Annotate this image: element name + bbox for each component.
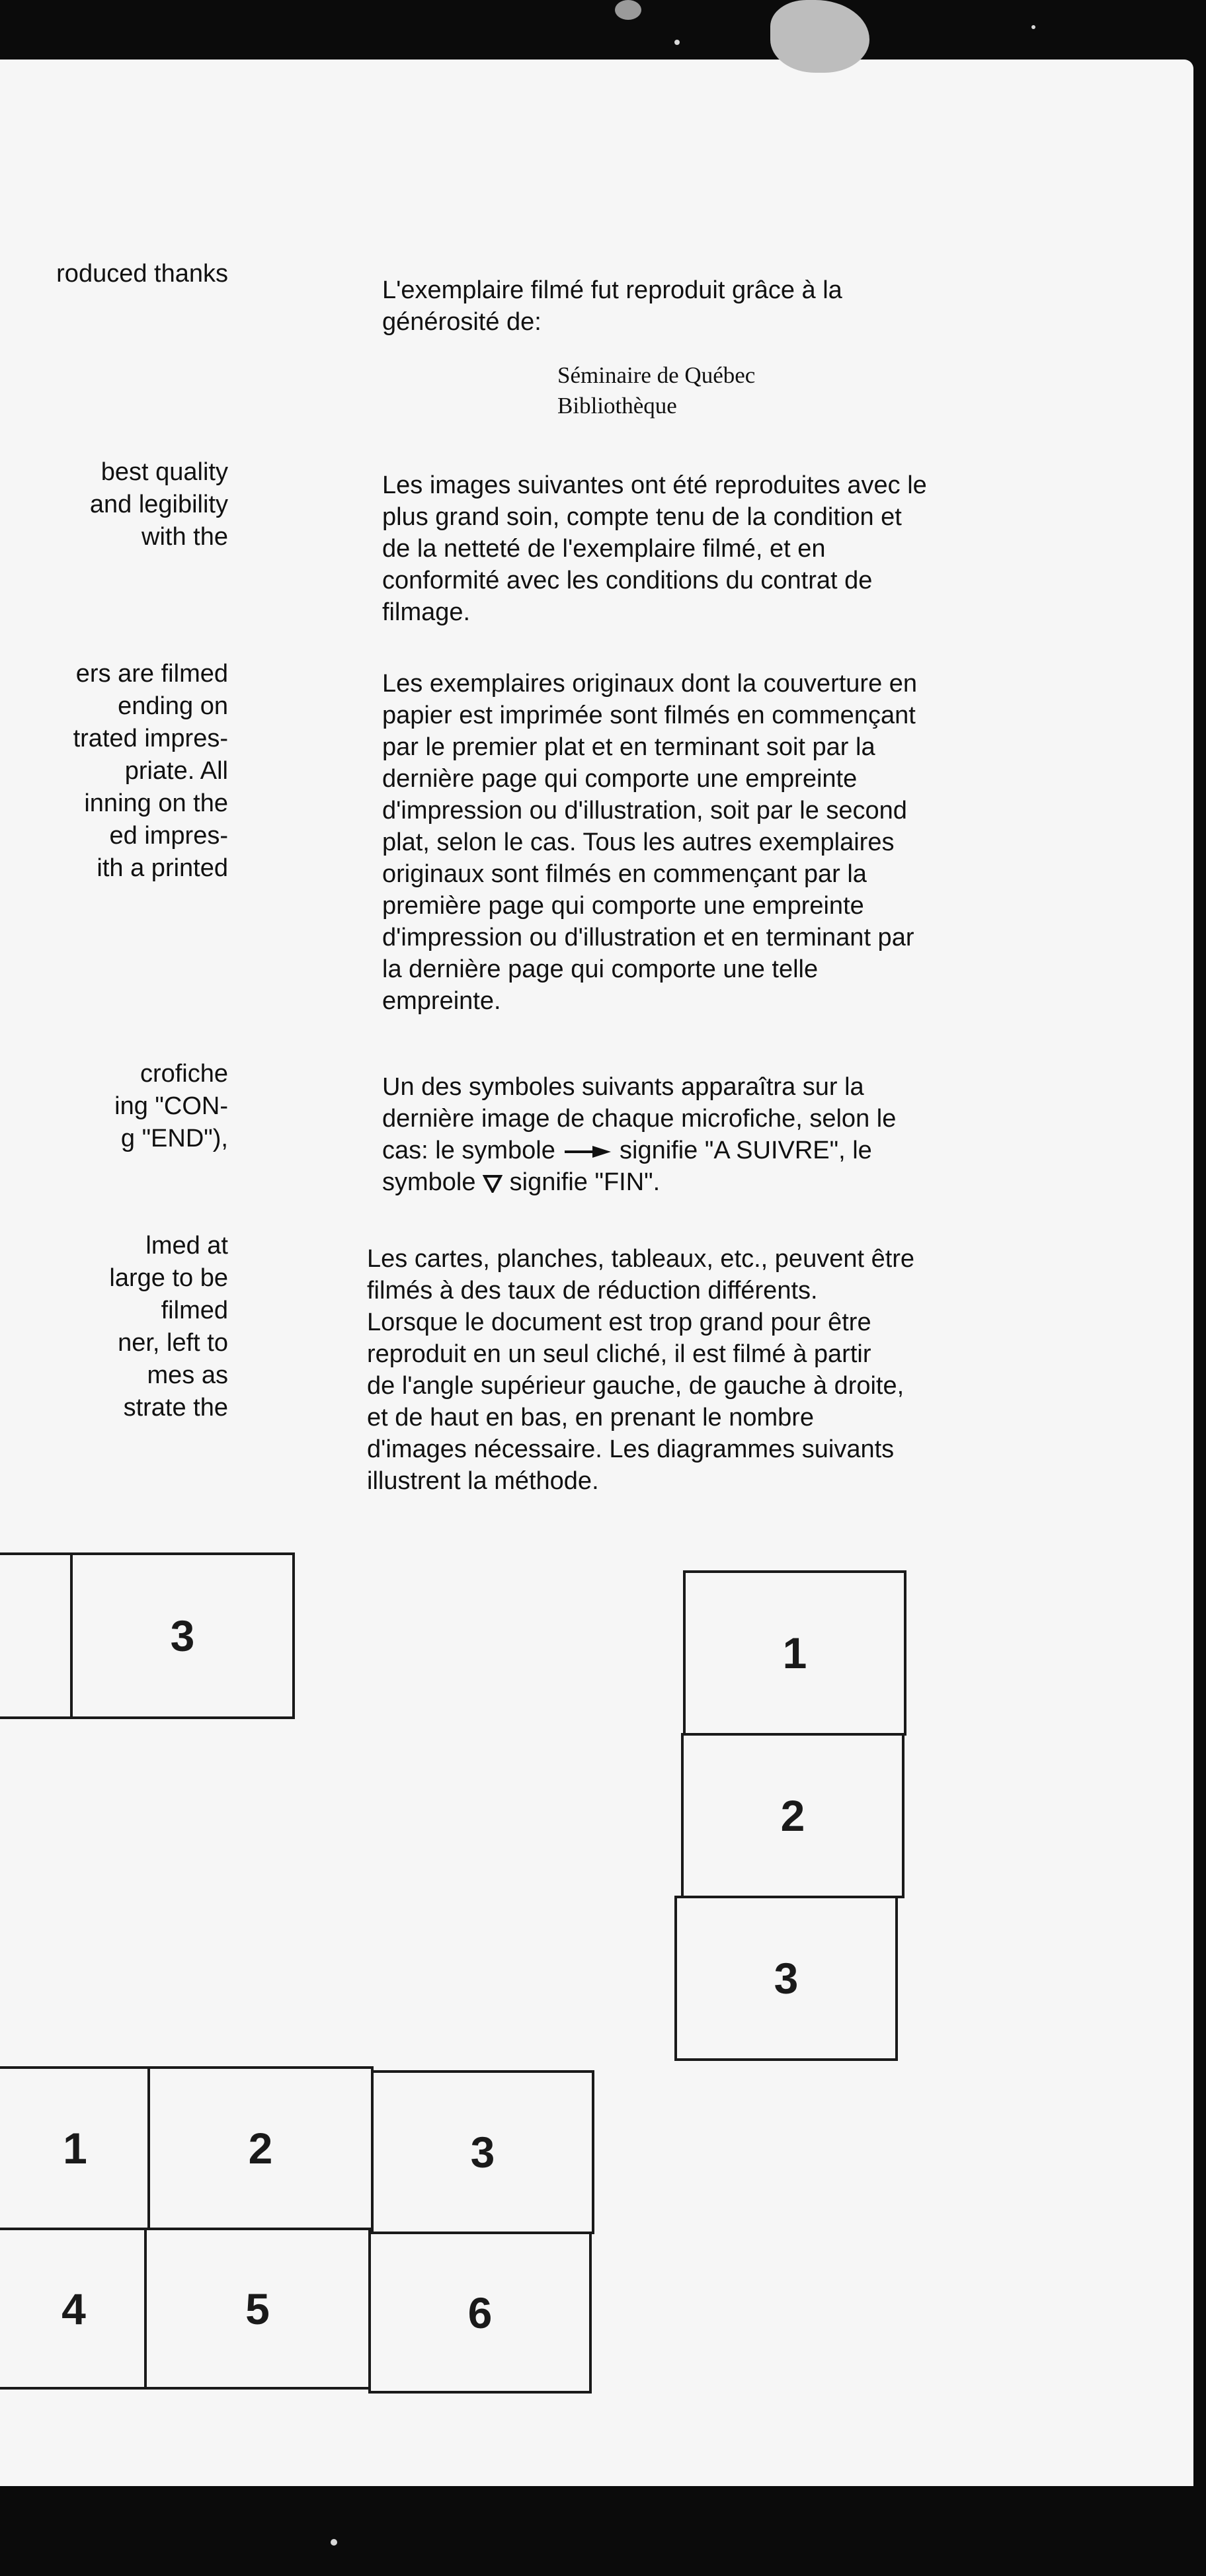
paragraph-maps: Les cartes, planches, tableaux, etc., peuvent être filmés à des taux de réduction différents. Lorsque le document est trop grand pour être reproduit en un seul cliché, il est filmé à partir de l'angle supérieur gauche, de gauche à droite, et de haut en bas, en prenant le nombre d'images nécessaire. Les diagrammes suivants illustrent la méthode. <box>367 1245 915 1495</box>
paragraph-images: Les images suivantes ont été reproduites avec le plus grand soin, compte tenu de la condition et de la netteté de l'exemplaire filmé, et en conformité avec les conditions du contrat de filmage. <box>382 471 927 626</box>
symbols-line: dernière image de chaque microfiche, selon le <box>382 1105 897 1133</box>
film-speck <box>615 0 641 20</box>
triangle-down-icon <box>483 1174 502 1193</box>
institution-name: Séminaire de Québec <box>557 362 756 388</box>
symbols-line: Un des symboles suivants apparaîtra sur la <box>382 1073 864 1101</box>
film-speck <box>770 0 869 73</box>
diagram-cell: 2 <box>681 1733 904 1898</box>
diagram-cell: 3 <box>371 2070 594 2234</box>
left-column-text: roduced thanks <box>56 260 228 288</box>
film-speck <box>1031 25 1035 29</box>
left-column-text: ers are filmed ending on trated impres- priate. All inning on the ed impres- ith a printed <box>73 660 228 882</box>
symbols-line <box>382 1166 1116 1198</box>
film-speck <box>331 2539 337 2546</box>
institution-library: Bibliothèque <box>557 393 677 419</box>
symbols-line <box>382 1135 1116 1166</box>
diagram-cell: 5 <box>144 2228 371 2390</box>
diagram-cell: 1 <box>0 2066 150 2230</box>
diagram-cell: 4 <box>0 2228 147 2390</box>
diagram-cell: 6 <box>368 2232 592 2394</box>
symbols-text: symbole <box>382 1168 476 1196</box>
paragraph-symbols <box>382 1071 1116 1198</box>
diagram-cell: 3 <box>674 1896 898 2061</box>
left-column-text: lmed at large to be filmed ner, left to mes as strate the <box>109 1232 228 1422</box>
diagram-cell: 3 <box>70 1552 295 1719</box>
paragraph-originals: Les exemplaires originaux dont la couverture en papier est imprimée sont filmés en commençant par le premier plat et en terminant soit par la dernière page qui comporte une empreinte d'impression ou d'illustration, soit par le second plat, selon le cas. Tous les autres exemplaires originaux sont filmés en commençant par la première page qui comporte une empreinte d'impression ou d'illustration et en terminant par la dernière page qui comporte une telle empreinte. <box>382 670 918 1015</box>
film-speck <box>674 40 680 45</box>
symbols-text: signifie "A SUIVRE", le <box>620 1137 872 1164</box>
symbols-text: cas: le symbole <box>382 1137 555 1164</box>
arrow-right-icon <box>562 1145 612 1159</box>
horizontal-diagram-frame <box>0 1552 73 1719</box>
diagram-cell: 2 <box>147 2066 374 2230</box>
intro-text: L'exemplaire filmé fut reproduit grâce à la générosité de: <box>382 276 842 336</box>
diagram-cell: 1 <box>683 1570 906 1736</box>
left-column-text: crofiche ing "CON- g "END"), <box>114 1060 228 1152</box>
symbols-text: signifie "FIN". <box>509 1168 661 1196</box>
left-column-text: best quality and legibility with the <box>89 458 228 551</box>
